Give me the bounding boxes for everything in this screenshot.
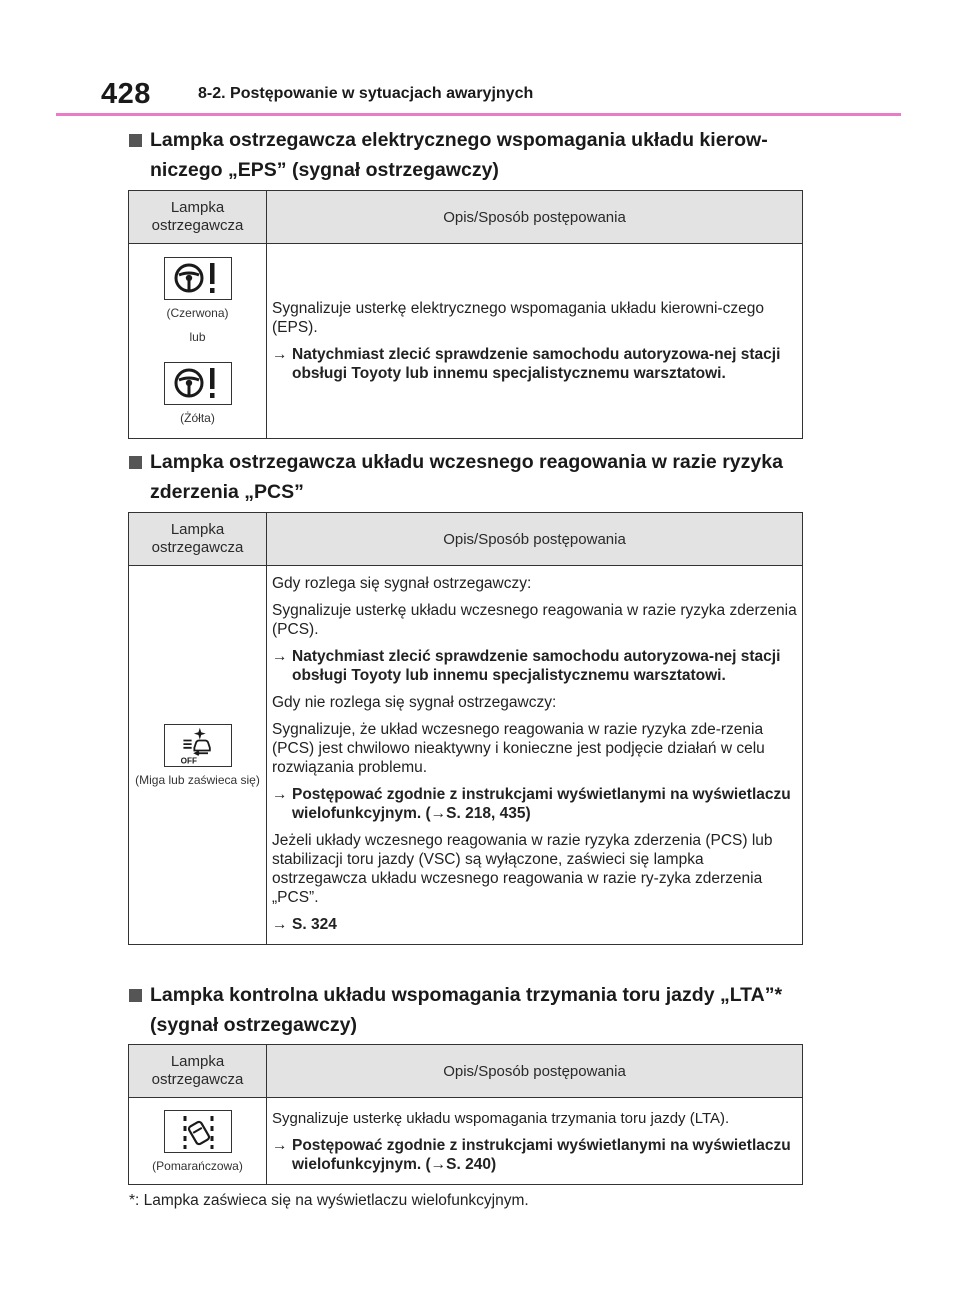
heading-text: Lampka kontrolna układu wspomagania trzymania toru jazdy „LTA”* (sygnał ostrzegawczy) — [150, 984, 783, 1036]
arrow-icon: → — [272, 1136, 288, 1154]
table-header-row — [129, 1045, 803, 1098]
page-header — [101, 78, 901, 112]
table-row — [129, 566, 803, 945]
square-bullet-icon — [129, 456, 142, 469]
description-text: Sygnalizuje usterkę elektrycznego wspomagania układu kierowni-czego (EPS). — [272, 300, 764, 336]
table-header-row — [129, 191, 803, 244]
page-number: 428 — [101, 78, 151, 110]
arrow-icon: → — [272, 786, 288, 803]
table-row — [129, 1098, 803, 1185]
description-text: Gdy nie rozlega się sygnał ostrzegawczy: — [272, 694, 557, 711]
description-text: Gdy rozlega się sygnał ostrzegawczy: — [272, 575, 532, 592]
table-pcs — [128, 512, 803, 945]
icon-cell — [129, 566, 267, 945]
description-text: Sygnalizuje usterkę układu wczesnego reagowania w razie ryzyka zderzenia (PCS). — [272, 602, 797, 638]
col-header-lamp: Lampka ostrzegawcza — [129, 513, 267, 566]
description-cell — [267, 244, 803, 439]
table-header-row — [129, 513, 803, 566]
action-text: → Natychmiast zlecić sprawdzenie samochodu autoryzowa-nej stacji obsługi Toyoty lub innemu specjalistycznemu warsztatowi. — [272, 346, 781, 382]
table-row — [129, 244, 803, 439]
header-rule — [56, 113, 901, 116]
description-text: Jeżeli układy wczesnego reagowania w razie ryzyka zderzenia (PCS) lub stabilizacji toru jazdy (VSC) są wyłączone, zaświeci się lampka ostrzegawcza układu wczesnego reagowania w razie ry-zyka zderzenia „PCS”. — [272, 832, 773, 906]
icon-caption: (Pomarańczowa) — [152, 1158, 243, 1173]
arrow-icon: → — [430, 805, 447, 822]
description-cell — [267, 1098, 803, 1185]
square-bullet-icon — [129, 134, 142, 147]
action-text: → Natychmiast zlecić sprawdzenie samochodu autoryzowa-nej stacji obsługi Toyoty lub innemu specjalistycznemu warsztatowi. — [272, 648, 781, 684]
description-text: Sygnalizuje usterkę układu wspomagania trzymania toru jazdy (LTA). — [272, 1109, 730, 1127]
icon-cell — [129, 244, 267, 439]
table-lta — [128, 1044, 803, 1185]
arrow-icon: → — [430, 1155, 447, 1173]
steering-warning-icon — [164, 257, 232, 300]
steering-warning-icon — [164, 362, 232, 405]
icon-caption: (Czerwona) — [166, 306, 229, 320]
page-reference: → S. 324 — [272, 916, 337, 933]
icon-caption: (Żółta) — [180, 411, 215, 425]
col-header-description: Opis/Sposób postępowania — [267, 1045, 803, 1098]
square-bullet-icon — [129, 989, 142, 1002]
section-title: 8-2. Postępowanie w sytuacjach awaryjnych — [198, 85, 534, 102]
icon-cell — [129, 1098, 267, 1185]
heading-lta — [129, 980, 829, 1040]
pcs-off-icon — [164, 724, 232, 767]
col-header-description: Opis/Sposób postępowania — [267, 513, 803, 566]
action-text: → Postępować zgodnie z instrukcjami wyświetlanymi na wyświetlaczu wielofunkcyjnym. (→S. 240) — [272, 1136, 791, 1173]
col-header-lamp: Lampka ostrzegawcza — [129, 1045, 267, 1098]
col-header-lamp: Lampka ostrzegawcza — [129, 191, 267, 244]
heading-text: Lampka ostrzegawcza elektrycznego wspomagania układu kierow-niczego „EPS” (sygnał ostrzegawczy) — [150, 129, 768, 181]
arrow-icon: → — [272, 346, 288, 363]
lta-icon — [164, 1110, 232, 1153]
icon-label: OFF — [180, 755, 197, 765]
footnote: *: Lampka zaświeca się na wyświetlaczu wielofunkcyjnym. — [129, 1192, 529, 1209]
heading-pcs — [129, 447, 829, 507]
col-header-description: Opis/Sposób postępowania — [267, 191, 803, 244]
heading-text: Lampka ostrzegawcza układu wczesnego reagowania w razie ryzyka zderzenia „PCS” — [150, 451, 783, 503]
connector-text: lub — [189, 330, 206, 344]
action-text: → Postępować zgodnie z instrukcjami wyświetlanymi na wyświetlaczu wielofunkcyjnym. (→S. 218, 435) — [272, 786, 791, 822]
description-cell — [267, 566, 803, 945]
arrow-icon: → — [272, 648, 288, 665]
arrow-icon: → — [272, 916, 288, 933]
table-eps — [128, 190, 803, 439]
icon-caption: (Miga lub zaświeca się) — [135, 772, 260, 787]
description-text: Sygnalizuje, że układ wczesnego reagowania w razie ryzyka zde-rzenia (PCS) jest chwilowo nieaktywny i konieczne jest podjęcie działań w celu rozwiązania problemu. — [272, 721, 765, 776]
heading-eps — [129, 125, 829, 185]
